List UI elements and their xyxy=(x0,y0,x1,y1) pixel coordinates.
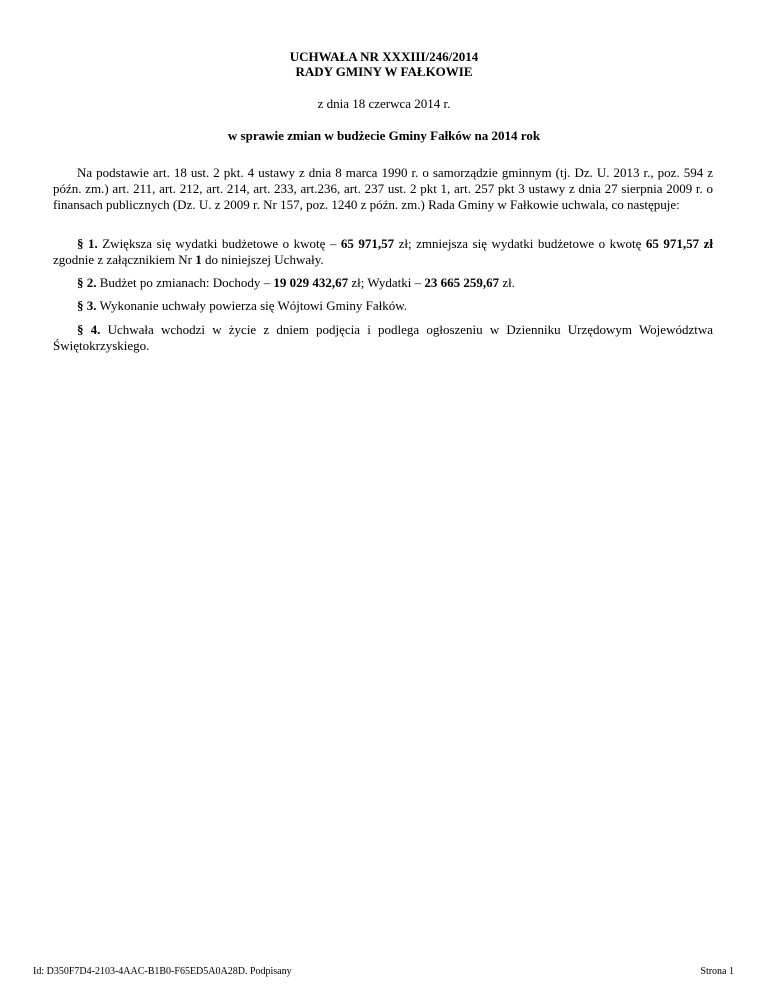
resolution-date: z dnia 18 czerwca 2014 r. xyxy=(317,96,451,111)
paragraph-2-text-a: Budżet po zmianach: Dochody – xyxy=(96,275,274,290)
paragraph-4-number: § 4. xyxy=(77,322,101,337)
paragraph-1 xyxy=(53,236,713,268)
paragraph-2-number: § 2. xyxy=(77,275,97,290)
paragraph-1-text-c: zgodnie z załącznikiem Nr xyxy=(53,252,196,267)
paragraph-4-text: Uchwała wchodzi w życie z dniem podjęcia i podlega ogłoszeniu w Dzienniku Urzędowym Województwa Świętokrzyskiego. xyxy=(53,322,713,353)
paragraph-3 xyxy=(53,298,713,314)
footer-page-number: Strona 1 xyxy=(700,966,734,977)
resolution-subject: w sprawie zmian w budżecie Gminy Fałków na 2014 rok xyxy=(227,128,541,143)
paragraph-2 xyxy=(53,275,713,291)
paragraph-3-text: Wykonanie uchwały powierza się Wójtowi Gminy Fałków. xyxy=(96,298,408,313)
paragraph-1-amount-decrease: 65 971,57 zł xyxy=(645,236,714,251)
paragraph-1-number: § 1. xyxy=(77,236,98,251)
paragraph-1-amount-increase: 65 971,57 xyxy=(340,236,395,251)
paragraph-1-text-a: Zwiększa się wydatki budżetowe o kwotę – xyxy=(97,236,341,251)
footer-document-id: Id: D350F7D4-2103-4AAC-B1B0-F65ED5A0A28D. Podpisany xyxy=(33,966,292,977)
resolution-number: UCHWAŁA NR XXXIII/246/2014 xyxy=(289,49,479,64)
paragraph-1-attachment-number: 1 xyxy=(195,252,202,267)
paragraph-2-text-b: zł; Wydatki – xyxy=(348,275,425,290)
paragraph-2-expenses: 23 665 259,67 xyxy=(424,275,500,290)
paragraph-3-number: § 3. xyxy=(77,298,97,313)
paragraph-1-text-d: do niniejszej Uchwały. xyxy=(201,252,324,267)
paragraph-2-text-c: zł. xyxy=(499,275,516,290)
council-name: RADY GMINY W FAŁKOWIE xyxy=(295,64,473,79)
preamble-paragraph: Na podstawie art. 18 ust. 2 pkt. 4 ustawy z dnia 8 marca 1990 r. o samorządzie gminnym (tj. Dz. U. 2013 r., poz. 594 z późn. zm.) art. 211, art. 212, art. 214, art. 233, art.236, art. 237 ust. 2 pkt 1, art. 257 pkt 3 ustawy z dnia 27 sierpnia 2009 r. o finansach publicznych (Dz. U. z 2009 r. Nr 157, poz. 1240 z późn. zm.) Rada Gminy w Fałkowie uchwala, co następuje: xyxy=(53,165,713,212)
paragraph-1-text-b: zł; zmniejsza się wydatki budżetowe o kwotę xyxy=(394,236,646,251)
paragraph-4 xyxy=(53,322,713,354)
paragraph-2-income: 19 029 432,67 xyxy=(273,275,349,290)
